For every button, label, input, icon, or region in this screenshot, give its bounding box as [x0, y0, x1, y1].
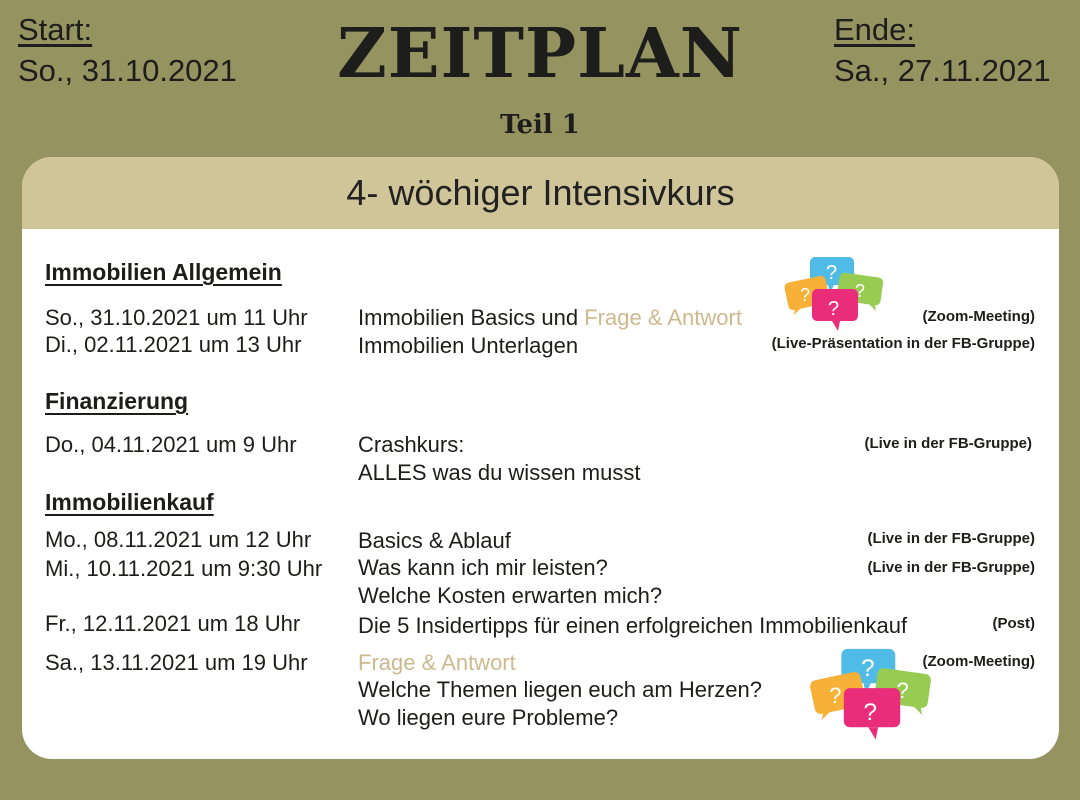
question-bubbles-icon: [782, 253, 888, 333]
entry-note: (Zoom-Meeting): [922, 308, 1035, 325]
entry-topic-line: Was kann ich mir leisten?: [358, 555, 608, 580]
page-title: ZEITPLAN: [337, 14, 743, 94]
entry-note: (Live-Präsentation in der FB-Gruppe): [771, 335, 1035, 352]
schedule-card: [22, 157, 1059, 759]
entry-topic-line: Crashkurs:: [358, 432, 465, 457]
svg-text:?: ?: [828, 298, 840, 320]
entry-topic: Die 5 Insidertipps für einen erfolgreichen Immobilienkauf: [358, 613, 908, 638]
question-bubbles-icon: [806, 644, 938, 742]
entry-topic-line: Wo liegen eure Probleme?: [358, 705, 619, 730]
entry-topic-line: Welche Kosten erwarten mich?: [358, 583, 663, 608]
section-heading: Immobilienkauf: [45, 489, 214, 515]
svg-text:?: ?: [855, 281, 866, 301]
entry-date: Fr., 12.11.2021 um 18 Uhr: [45, 611, 301, 636]
svg-text:?: ?: [826, 262, 838, 284]
entry-topic: Immobilien Unterlagen: [358, 333, 579, 358]
entry-topic-line: Welche Themen liegen euch am Herzen?: [358, 677, 762, 702]
entry-note: (Live in der FB-Gruppe): [867, 530, 1035, 547]
section-heading: Immobilien Allgemein: [45, 259, 282, 285]
svg-text:?: ?: [860, 654, 875, 682]
entry-topic-highlight: Frage & Antwort: [358, 650, 516, 675]
entry-topic-line: ALLES was du wissen musst: [358, 460, 641, 485]
end-date: Sa., 27.11.2021: [834, 53, 1051, 88]
entry-date: Sa., 13.11.2021 um 19 Uhr: [45, 650, 308, 675]
start-label: Start:: [18, 12, 93, 47]
page-subtitle: Teil 1: [500, 110, 580, 140]
entry-topic: [358, 307, 742, 329]
entry-topic-highlight: Frage & Antwort: [584, 305, 742, 330]
entry-note: (Post): [992, 615, 1035, 632]
entry-date: Di., 02.11.2021 um 13 Uhr: [45, 332, 302, 357]
entry-date: Mo., 08.11.2021 um 12 Uhr: [45, 527, 312, 552]
entry-date: Mi., 10.11.2021 um 9:30 Uhr: [45, 556, 323, 581]
svg-text:?: ?: [863, 698, 878, 726]
entry-note: (Live in der FB-Gruppe): [864, 435, 1032, 452]
entry-date: So., 31.10.2021 um 11 Uhr: [45, 305, 308, 330]
svg-text:?: ?: [829, 682, 842, 708]
entry-note: (Live in der FB-Gruppe): [867, 559, 1035, 576]
start-date: So., 31.10.2021: [18, 53, 237, 88]
entry-topic-text: Immobilien Basics und: [358, 305, 585, 330]
entry-note: (Zoom-Meeting): [922, 653, 1035, 670]
svg-text:?: ?: [896, 677, 909, 703]
course-banner: 4- wöchiger Intensivkurs: [22, 157, 1059, 229]
entry-date: Do., 04.11.2021 um 9 Uhr: [45, 432, 297, 457]
entry-topic: Basics & Ablauf: [358, 528, 511, 553]
svg-text:?: ?: [800, 285, 811, 305]
end-label: Ende:: [834, 12, 916, 47]
section-heading: Finanzierung: [45, 388, 189, 414]
